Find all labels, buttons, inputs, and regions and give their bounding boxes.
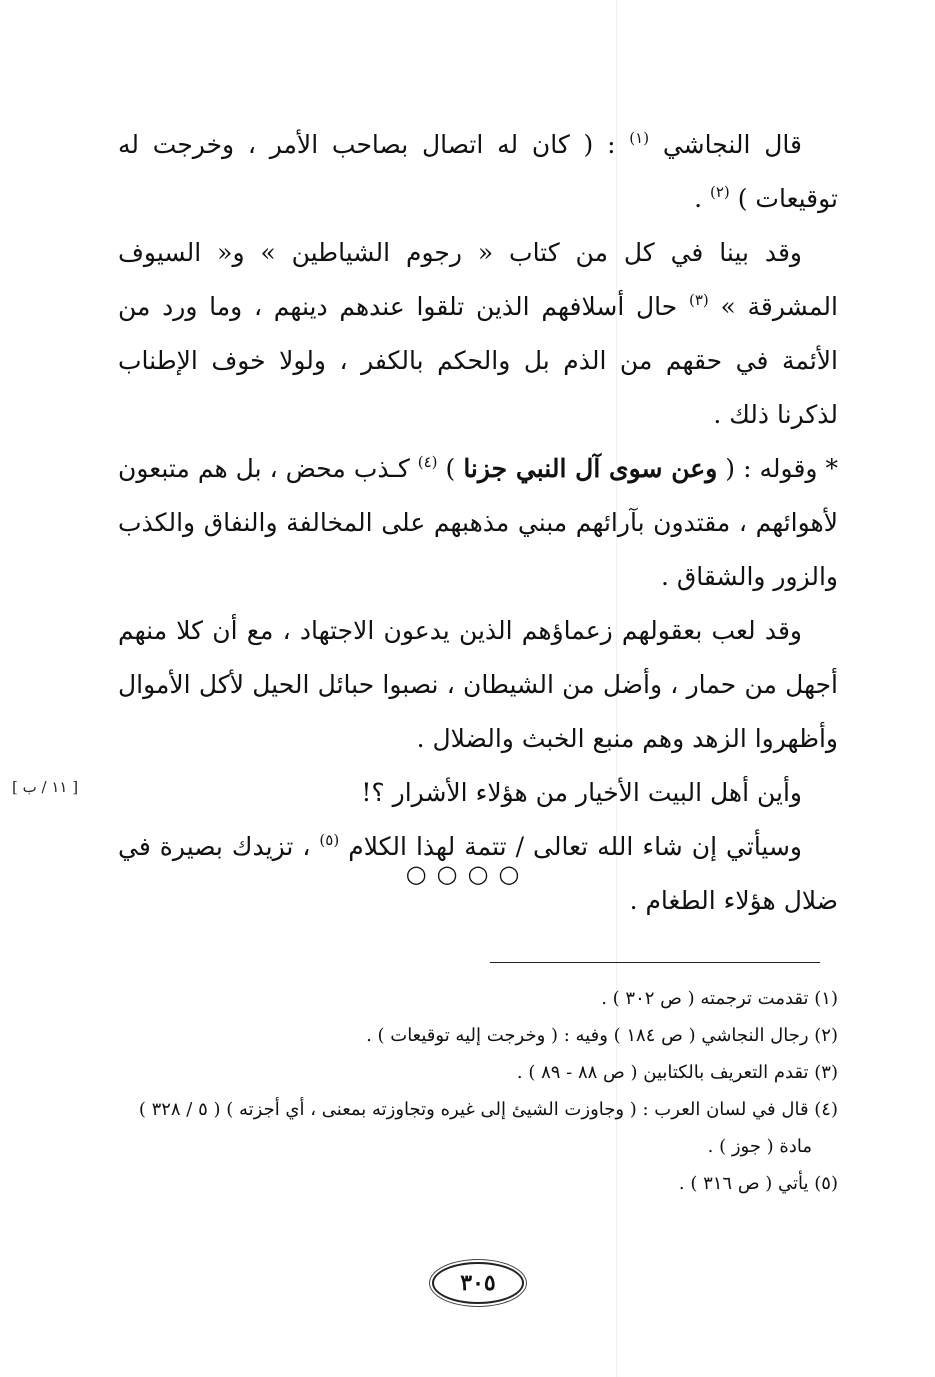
footnote-ref-2: (٢): [709, 183, 730, 201]
manuscript-folio-note: [ ١١ / ب ]: [12, 778, 79, 796]
footnote-4-continued: مادة ( جوز ) .: [707, 1136, 812, 1157]
paragraph-4: وقد لعب بعقولهم زعماؤهم الذين يدعون الاجتهاد ، مع أن كلا منهم أجهل من حمار ، وأضل من الشيطان ، نصبوا حبائل الحيل لأكل الأموال وأظهروا الزهد وهم منبع الخبث والضلال .: [118, 616, 838, 753]
footnote-4: (٤) قال في لسان العرب : ( وجاوزت الشيئ إلى غيره وتجاوزته بمعنى ، أي أجزته ) ( ٥ / ٣٢٨ ): [138, 1099, 838, 1120]
paragraph-1: قال النجاشي $^{(١)}$ : ( كان له اتصال بصاحب الأمر ، وخرجت له توقيعات ) $^{(٢)}$ .: [118, 129, 838, 213]
section-separator: ○○○○: [405, 860, 530, 888]
page-number: ٣٠٥: [432, 1262, 524, 1304]
footnote-5: (٥) يأتي ( ص ٣١٦ ) .: [678, 1173, 838, 1194]
quoted-verse: وعن سوى آل النبي جزنا: [463, 454, 718, 483]
footnote-ref-4: (٤): [417, 453, 438, 471]
paragraph-6: وسيأتي إن شاء الله تعالى / تتمة لهذا الكلام $^{(٥)}$ ، تزيدك بصيرة في ضلال هؤلاء الطغام .: [118, 831, 838, 915]
footnotes: [118, 980, 838, 1202]
footnote-1: (١) تقدمت ترجمته ( ص ٣٠٢ ) .: [601, 988, 838, 1009]
paragraph-5: وأين أهل البيت الأخيار من هؤلاء الأشرار ؟!: [361, 778, 802, 807]
footnote-ref-1: (١): [629, 129, 650, 147]
footnote-rule: [490, 962, 820, 963]
footnote-ref-5: (٥): [319, 831, 340, 849]
main-text: [118, 118, 838, 928]
footnote-3: (٣) تقدم التعريف بالكتابين ( ص ٨٨ - ٨٩ ) .: [516, 1062, 838, 1083]
footnote-ref-3: (٣): [688, 291, 709, 309]
paragraph-2: وقد بينا في كل من كتاب « رجوم الشياطين » و« السيوف المشرقة » $^{(٣)}$ حال أسلافهم الذين تلقوا عندهم دينهم ، وما ورد من الأئمة في حقهم من الذم بل والحكم بالكفر ، ولولا خوف الإطناب لذكرنا ذلك .: [118, 238, 838, 429]
paragraph-3: * وقوله : ( وعن سوى آل النبي جزنا ) $^{(٤)}$ كـذب محض ، بل هم متبعون لأهوائهم ، مقتدون بآرائهم مبني مذهبهم على المخالفة والنفاق والكذب والزور والشقاق .: [118, 453, 838, 591]
footnote-2: (٢) رجال النجاشي ( ص ١٨٤ ) وفيه : ( وخرجت إليه توقيعات ) .: [366, 1025, 838, 1046]
